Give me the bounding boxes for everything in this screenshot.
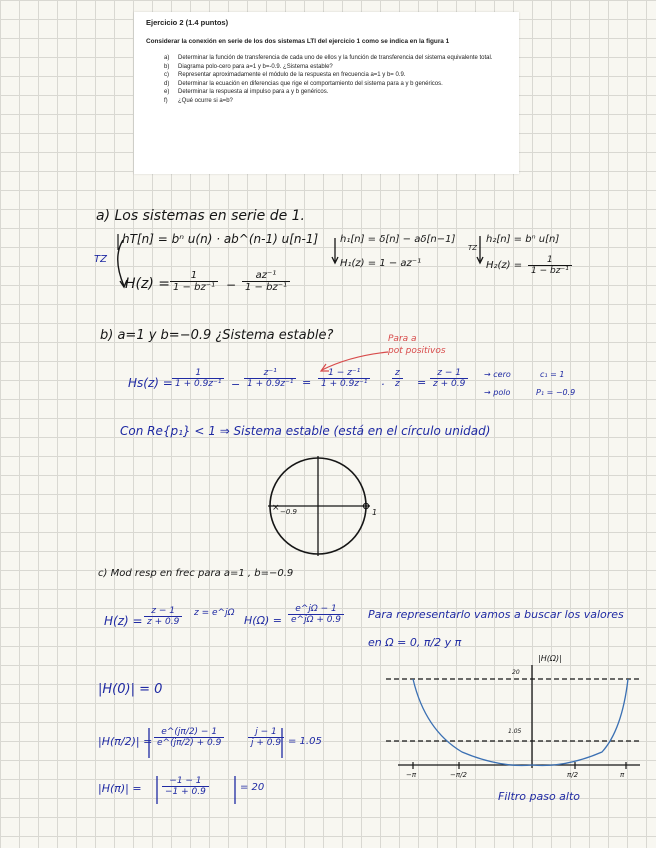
minus-sign: − — [226, 278, 237, 292]
fraction-g2-den: 1 + 0.9z⁻¹ — [244, 378, 296, 389]
plot-curve — [413, 679, 628, 765]
pole-label: −0.9 — [280, 508, 297, 516]
fraction-k1-num: z − 1 — [151, 606, 176, 616]
plot-y-label-20: 20 — [512, 669, 520, 676]
fraction-g3 — [318, 368, 370, 389]
equals-sign-1: = — [302, 376, 312, 389]
fraction-m3-den: −1 + 0.9 — [162, 786, 209, 797]
fraction-g5-den: z + 0.9 — [430, 378, 468, 389]
fraction-g3-den: 1 + 0.9z⁻¹ — [318, 378, 370, 389]
fraction-m1-den: e^(jπ/2) + 0.9 — [154, 737, 224, 748]
fraction-2-num: az⁻¹ — [255, 270, 277, 281]
item-letter: d) — [164, 80, 170, 87]
fraction-k1-den: z + 0.9 — [144, 616, 182, 627]
part-a-title: a) Los sistemas en serie de 1. — [96, 208, 306, 224]
H2-label: H₂(z) = — [486, 260, 523, 271]
zero-label: 1 — [372, 508, 378, 517]
mag-pi2-value: = 1.05 — [288, 736, 322, 747]
fraction-m1-num: e^(jπ/2) − 1 — [161, 727, 218, 737]
mag-zero: |H(0)| = 0 — [98, 682, 163, 697]
fraction-g5 — [430, 368, 468, 389]
part-c-title: c) Mod resp en frec para a=1 , b=−0.9 — [98, 568, 294, 579]
red-note-2: pot positivos — [388, 346, 446, 356]
fraction-3-den: 1 − bz⁻¹ — [528, 265, 572, 276]
filter-note: Filtro paso alto — [498, 790, 581, 803]
fraction-g1 — [172, 368, 224, 389]
part-b-title: b) a=1 y b=−0.9 ¿Sistema estable? — [100, 328, 334, 343]
fraction-2 — [242, 270, 290, 293]
item-text: Determinar la ecuación en diferencias que rige el comportamiento del sistema para a y b genéricos. — [178, 80, 443, 87]
plot-title: |H(Ω)| — [538, 654, 562, 663]
plot-x-label: π — [620, 771, 625, 779]
h1-expression: h₁[n] = δ[n] − aδ[n−1] — [340, 234, 456, 245]
fraction-k2-den: e^jΩ + 0.9 — [288, 614, 344, 625]
fraction-g1-den: 1 + 0.9z⁻¹ — [172, 378, 224, 389]
zero-value: c₁ = 1 — [540, 370, 565, 379]
stability-note: Con Re{p₁} < 1 ⇒ Sistema estable (está en el círculo unidad) — [120, 424, 491, 438]
item-letter: e) — [164, 89, 170, 96]
tz-arrow — [118, 240, 124, 286]
minus-sign-b: − — [231, 378, 241, 391]
fraction-m3-num: −1 − 1 — [169, 776, 202, 786]
fraction-k2-num: e^jΩ − 1 — [295, 604, 337, 614]
fraction-k2 — [288, 604, 344, 625]
h-z-label: H(z) = — [125, 276, 170, 292]
item-text: Determinar la respuesta al impulso para a y b genéricos. — [178, 89, 329, 96]
ht-expression: hT[n] = bⁿ u(n) · ab^(n-1) u[n-1] — [122, 232, 319, 246]
tz-label: TZ — [94, 254, 107, 265]
fraction-g1-num: 1 — [195, 368, 202, 378]
item-letter: a) — [164, 55, 170, 61]
exercise-intro: Considerar la conexión en serie de los dos sistemas LTI del ejercicio 1 como se indica en la figura 1 — [146, 38, 450, 45]
fraction-k1 — [144, 606, 182, 627]
fraction-1-den: 1 − bz⁻¹ — [170, 281, 218, 293]
blue-note-2: en Ω = 0, π/2 y π — [368, 636, 462, 649]
item-letter: b) — [164, 63, 170, 70]
fraction-m2-den: j + 0.9 — [248, 737, 284, 748]
fraction-m3 — [162, 776, 209, 797]
plot-y-label-105: 1.05 — [508, 728, 522, 735]
substitution: z = e^jΩ — [194, 608, 235, 618]
equals-sign-2: = — [417, 376, 427, 389]
fraction-g4-num: z — [395, 368, 400, 378]
fraction-m2-num: j − 1 — [255, 727, 277, 737]
item-text: ¿Qué ocurre si a=b? — [178, 97, 233, 104]
hs-label: Hs(z) = — [128, 376, 173, 390]
plot-x-label: −π/2 — [450, 771, 467, 779]
item-text: Diagrama polo-cero para a=1 y b=-0.9. ¿Sistema estable? — [178, 63, 333, 70]
red-note-1: Para a — [388, 334, 417, 344]
hjw-label: H(Ω) = — [244, 614, 282, 627]
h2-expression: h₂[n] = bⁿ u[n] — [486, 234, 560, 245]
fraction-g3-num: 1 − z⁻¹ — [328, 368, 361, 378]
item-text: Representar aproximadamente el módulo de la respuesta en frecuencia a=1 y b= 0.9. — [178, 72, 406, 79]
fraction-2-den: 1 − bz⁻¹ — [242, 281, 290, 293]
hz-label: H(z) = — [104, 614, 143, 628]
mag-pi2-label: |H(π/2)| = — [98, 735, 153, 748]
fraction-m1 — [154, 727, 224, 748]
fraction-3 — [528, 255, 572, 276]
fraction-g2 — [244, 368, 296, 389]
fraction-g2-num: z⁻¹ — [263, 368, 277, 378]
cero-label: → cero — [484, 370, 511, 379]
fraction-1-num: 1 — [190, 270, 198, 281]
fraction-g4-den: z — [392, 378, 403, 389]
pole-mark: × — [272, 503, 280, 513]
exercise-title: Ejercicio 2 (1.4 puntos) — [146, 18, 229, 27]
pole-value: P₁ = −0.9 — [536, 388, 576, 397]
fraction-m2 — [248, 727, 284, 748]
fraction-1 — [170, 270, 218, 293]
fraction-3-num: 1 — [547, 255, 553, 265]
H1-expression: H₁(z) = 1 − az⁻¹ — [340, 258, 422, 269]
polo-label: → polo — [484, 388, 511, 397]
fraction-g4 — [392, 368, 403, 389]
tz-label-2: TZ — [468, 244, 478, 252]
item-text: Determinar la función de transferencia de cada uno de ellos y la función de transferencia del sistema equivalente total. — [178, 55, 493, 61]
fraction-g5-num: z − 1 — [437, 368, 462, 378]
mag-pi-value: = 20 — [240, 782, 265, 793]
plot-x-label: −π — [406, 771, 417, 779]
item-letter: f) — [164, 97, 168, 104]
mag-pi-label: |H(π)| = — [98, 782, 142, 795]
blue-note-1: Para representarlo vamos a buscar los valores — [368, 608, 624, 621]
item-letter: c) — [164, 72, 169, 79]
dot-sign: · — [381, 378, 385, 391]
plot-x-label: π/2 — [567, 771, 579, 779]
